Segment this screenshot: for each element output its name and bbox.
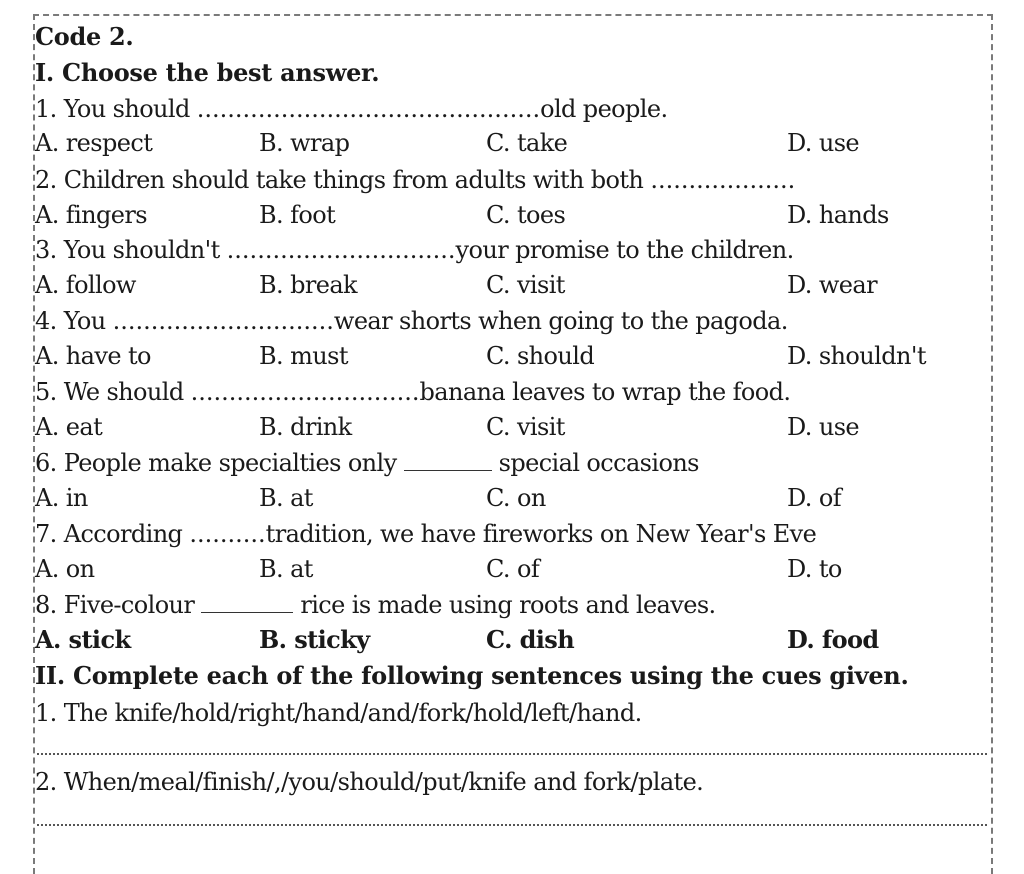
question-text-end: old people. <box>540 95 668 123</box>
question-text: 8. Five-colour <box>35 591 202 619</box>
option-c: C. visit <box>486 271 565 299</box>
option-d: D. use <box>787 413 860 441</box>
option-d: D. use <box>787 129 860 157</box>
answer-gap: .............................. <box>226 236 456 264</box>
option-c: C. dish <box>486 625 575 654</box>
answer-gap: ............................. <box>112 307 334 335</box>
option-b: B. at <box>259 555 313 583</box>
answer-line-1 <box>37 753 987 755</box>
question-text: 1. You should <box>35 95 197 123</box>
option-a: A. in <box>35 484 88 512</box>
option-c: C. visit <box>486 413 565 441</box>
option-a: A. follow <box>35 271 136 299</box>
answer-gap: .............................. <box>190 378 420 406</box>
option-d: D. shouldn't <box>787 342 926 370</box>
question-text-end: your promise to the children. <box>455 236 794 264</box>
option-a: A. stick <box>35 625 131 654</box>
question-text: 7. According <box>35 520 190 548</box>
question-text: 4. You <box>35 307 113 335</box>
option-b: B. sticky <box>259 625 370 654</box>
section2-title: II. Complete each of the following sentences using the cues given. <box>35 661 909 690</box>
option-b: B. foot <box>259 201 336 229</box>
option-a: A. on <box>35 555 95 583</box>
question-4 <box>35 306 788 336</box>
worksheet-page <box>33 14 993 874</box>
option-d: D. food <box>787 625 879 654</box>
option-a: A. have to <box>35 342 151 370</box>
option-b: B. at <box>259 484 313 512</box>
question-text-end: wear shorts when going to the pagoda. <box>333 307 788 335</box>
option-d: D. hands <box>787 201 889 229</box>
question-2 <box>35 165 795 195</box>
question-text-end: tradition, we have fireworks on New Year's Eve <box>265 520 817 548</box>
question-6 <box>35 448 699 478</box>
option-b: B. must <box>259 342 348 370</box>
question-1 <box>35 94 668 124</box>
question-text: 6. People make specialties only <box>35 449 404 477</box>
question-text: 5. We should <box>35 378 191 406</box>
question-5 <box>35 377 790 407</box>
option-c: C. take <box>486 129 568 157</box>
question-text: 2. Children should take things from adults with both <box>35 166 651 194</box>
option-c: C. should <box>486 342 595 370</box>
option-d: D. to <box>787 555 842 583</box>
answer-gap: ............................................. <box>196 95 541 123</box>
answer-gap: ................... <box>650 166 796 194</box>
answer-line-2 <box>37 824 987 826</box>
option-a: A. fingers <box>35 201 147 229</box>
option-a: A. eat <box>35 413 103 441</box>
option-a: A. respect <box>35 129 153 157</box>
question-text-end: special occasions <box>491 449 699 477</box>
option-b: B. wrap <box>259 129 350 157</box>
answer-gap: .......... <box>189 520 266 548</box>
question-text-end: banana leaves to wrap the food. <box>419 378 791 406</box>
code-label: Code 2. <box>35 22 134 51</box>
option-b: B. drink <box>259 413 352 441</box>
question-text-end: rice is made using roots and leaves. <box>293 591 716 619</box>
option-d: D. of <box>787 484 841 512</box>
option-c: C. on <box>486 484 546 512</box>
cue-sentence-1: 1. The knife/hold/right/hand/and/fork/hold/left/hand. <box>35 699 642 727</box>
option-b: B. break <box>259 271 357 299</box>
question-8 <box>35 590 716 620</box>
section1-title: I. Choose the best answer. <box>35 58 380 87</box>
answer-blank <box>201 594 293 613</box>
option-c: C. of <box>486 555 540 583</box>
option-c: C. toes <box>486 201 566 229</box>
question-3 <box>35 235 794 265</box>
answer-blank <box>404 452 492 471</box>
cue-sentence-2: 2. When/meal/finish/,/you/should/put/knife and fork/plate. <box>35 768 704 796</box>
question-7 <box>35 519 816 549</box>
question-text: 3. You shouldn't <box>35 236 227 264</box>
option-d: D. wear <box>787 271 877 299</box>
